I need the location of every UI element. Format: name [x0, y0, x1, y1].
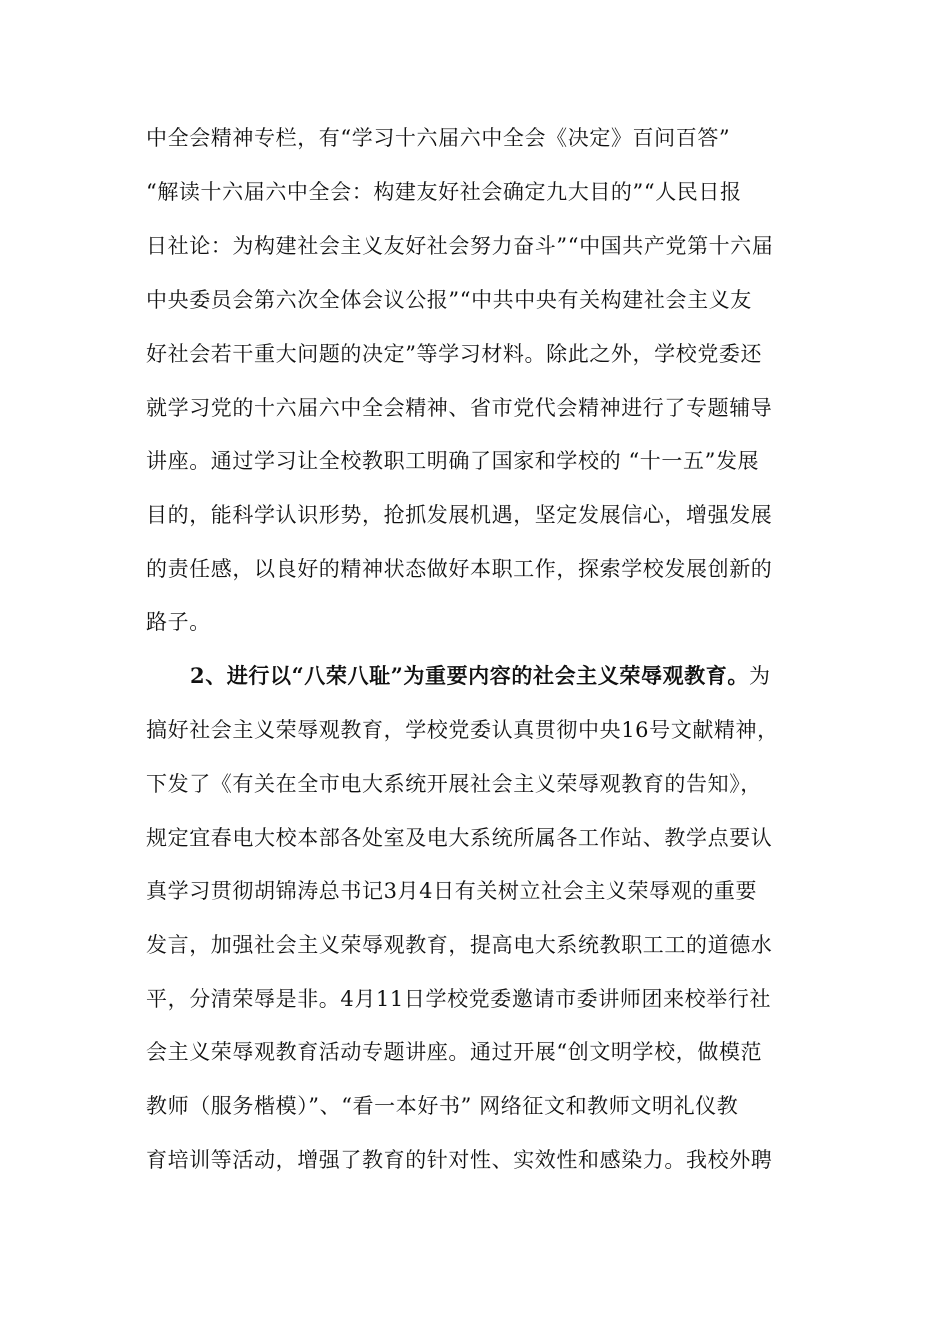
- paragraph-line: 讲座。通过学习让全校教职工明确了国家和学校的 “十一五”发展: [146, 449, 760, 473]
- paragraph-line: 教师（服务楷模）”、“看一本好书” 网络征文和教师文明礼仪教: [146, 1094, 739, 1118]
- paragraph-line: 好社会若干重大问题的决定”等学习材料。除此之外，学校党委还: [146, 342, 763, 366]
- paragraph-line: 平，分清荣辱是非。4月11日学校党委邀请市委讲师团来校举行社: [146, 987, 772, 1011]
- paragraph-line: 中央委员会第六次全体会议公报”“中共中央有关构建社会主义友: [146, 288, 752, 312]
- paragraph-line: 会主义荣辱观教育活动专题讲座。通过开展“创文明学校，做模范: [146, 1040, 763, 1064]
- paragraph-line: 搞好社会主义荣辱观教育，学校党委认真贯彻中央16号文献精神，: [146, 718, 779, 742]
- section-heading-line: [190, 662, 806, 690]
- paragraph-line: “解读十六届六中全会：构建友好社会确定九大目的”“人民日报: [146, 180, 742, 204]
- section-heading-tail: 为: [748, 664, 771, 688]
- paragraph-line: 真学习贯彻胡锦涛总书记3月4日有关树立社会主义荣辱观的重要: [146, 879, 758, 903]
- paragraph-line: 就学习党的十六届六中全会精神、省市党代会精神进行了专题辅导: [146, 396, 773, 420]
- paragraph-line: 路子。: [146, 610, 211, 634]
- paragraph-line: 中全会精神专栏，有“学习十六届六中全会《决定》百问百答”: [146, 126, 731, 150]
- paragraph-line: 发言，加强社会主义荣辱观教育，提高电大系统教职工工的道德水: [146, 933, 773, 957]
- paragraph-line: 目的，能科学认识形势，抢抓发展机遇，坚定发展信心，增强发展: [146, 503, 773, 527]
- paragraph-line: 育培训等活动，增强了教育的针对性、实效性和感染力。我校外聘: [146, 1148, 773, 1172]
- paragraph-line: 下发了《有关在全市电大系统开展社会主义荣辱观教育的告知》，: [146, 772, 762, 796]
- paragraph-line: 日社论：为构建社会主义友好社会努力奋斗”“中国共产党第十六届: [146, 234, 774, 258]
- paragraph-line: 规定宜春电大校本部各处室及电大系统所属各工作站、教学点要认: [146, 826, 773, 850]
- paragraph-line: 的责任感，以良好的精神状态做好本职工作，探索学校发展创新的: [146, 557, 773, 581]
- section-heading: 2、进行以“八荣八耻”为重要内容的社会主义荣辱观教育。: [190, 663, 749, 688]
